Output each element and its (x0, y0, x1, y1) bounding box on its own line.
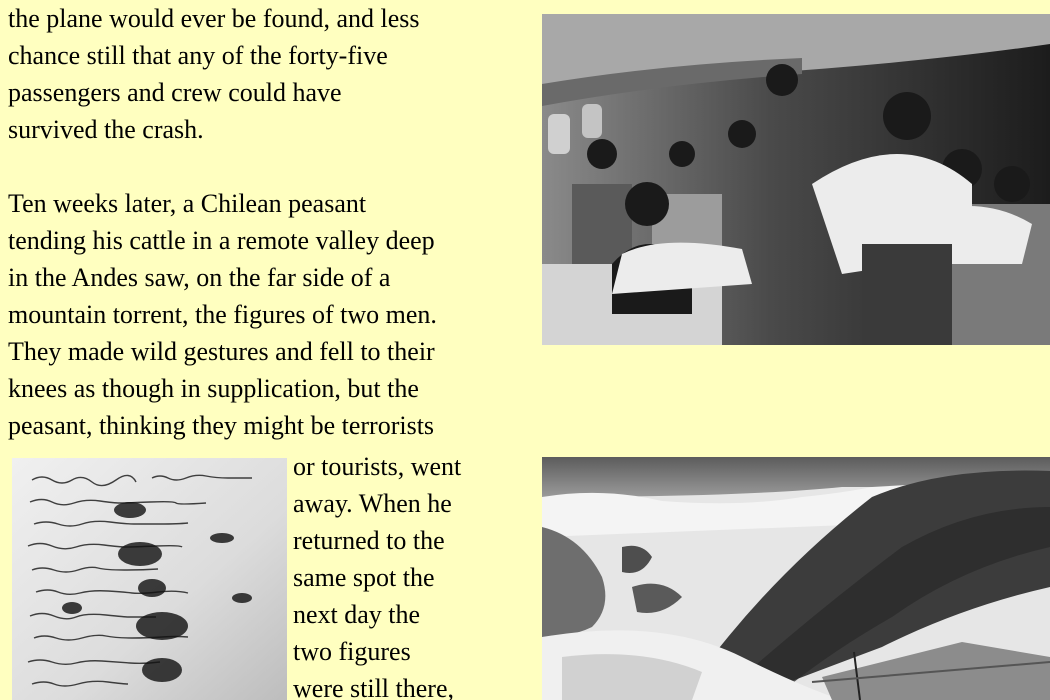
text-line: mountain torrent, the figures of two men. (8, 300, 437, 329)
text-line: away. When he (293, 489, 452, 518)
text-line: peasant, thinking they might be terrorists (8, 411, 435, 440)
text-line: in the Andes saw, on the far side of a (8, 263, 391, 292)
text-line: tending his cattle in a remote valley deep (8, 226, 435, 255)
text-line: They made wild gestures and fell to their (8, 337, 435, 366)
snowy-mountain-photo (542, 457, 1050, 700)
paragraph-1 (8, 0, 493, 148)
text-line: same spot the (293, 563, 435, 592)
article-text (8, 0, 493, 700)
text-line: survived the crash. (8, 115, 204, 144)
paragraph-2 (8, 185, 493, 444)
text-line: chance still that any of the forty-five (8, 41, 388, 70)
text-line: the plane would ever be found, and less (8, 4, 420, 33)
text-line: next day the (293, 600, 421, 629)
text-line: were still there, (293, 674, 454, 700)
text-line: passengers and crew could have (8, 78, 342, 107)
text-line: Ten weeks later, a Chilean peasant (8, 189, 367, 218)
handwritten-note-photo (12, 458, 287, 700)
text-line: knees as though in supplication, but the (8, 374, 419, 403)
text-line: or tourists, went (293, 452, 462, 481)
text-line: two figures (293, 637, 411, 666)
paragraph-spacer (8, 148, 493, 185)
wrapped-lines (293, 448, 461, 700)
text-line: returned to the (293, 526, 445, 555)
airplane-cabin-photo (542, 14, 1050, 345)
